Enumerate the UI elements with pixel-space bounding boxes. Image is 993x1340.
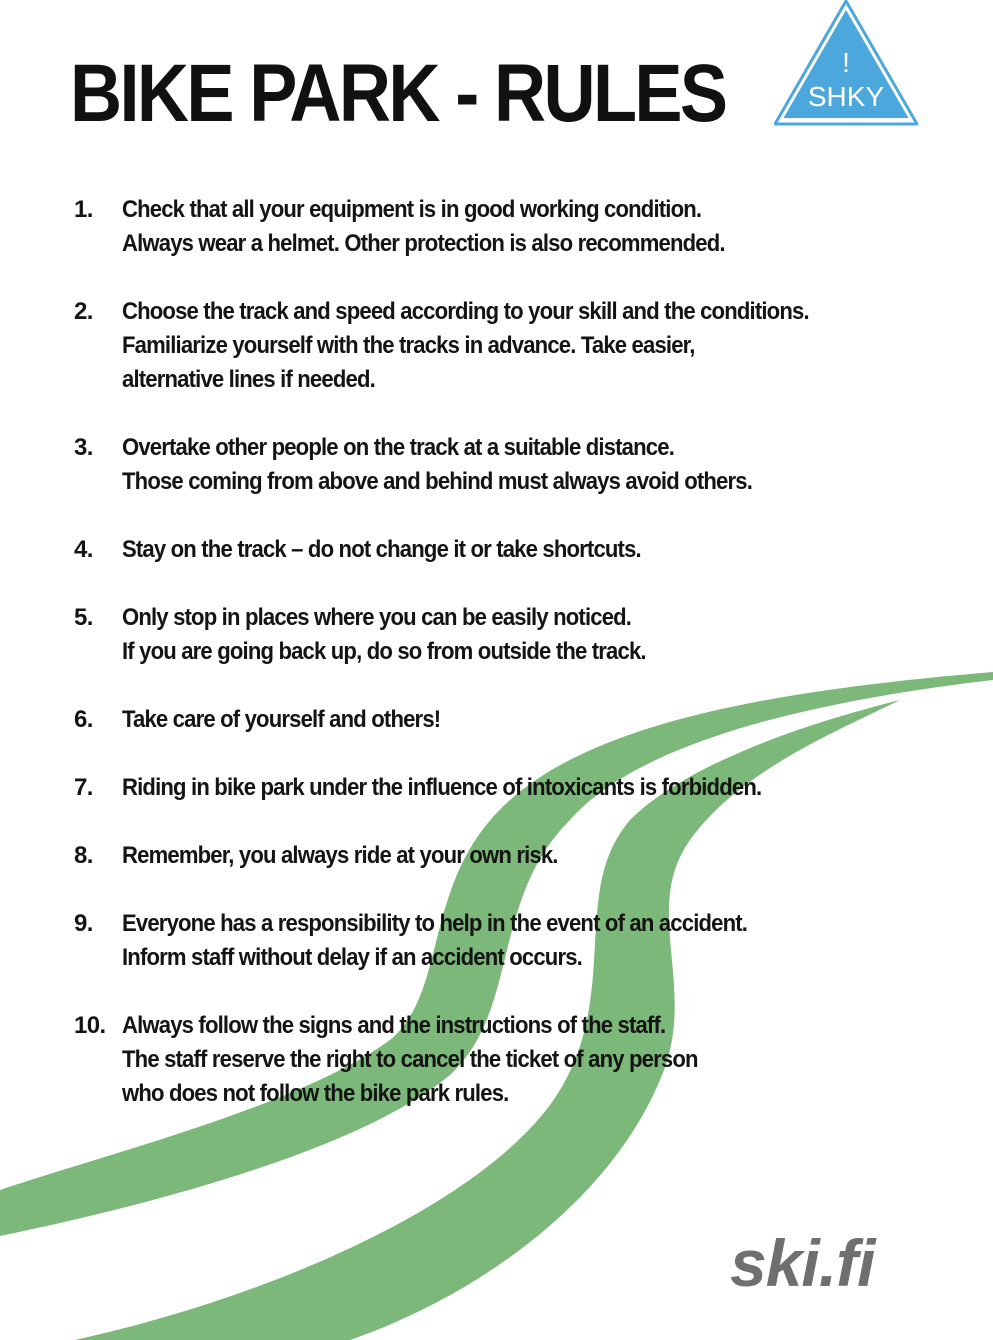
rule-line: Overtake other people on the track at a suitable distance. [122, 434, 675, 461]
rule-item [74, 771, 964, 805]
rule-line: Those coming from above and behind must always avoid others. [122, 468, 753, 495]
rule-line: If you are going back up, do so from outside the track. [122, 638, 646, 665]
rule-line: Choose the track and speed according to your skill and the conditions. [122, 298, 809, 325]
rule-text [122, 771, 817, 805]
rule-text [122, 431, 807, 499]
rule-item [74, 839, 964, 873]
rule-text [122, 1009, 748, 1111]
rule-text [122, 703, 468, 737]
rule-number: 2. [74, 298, 93, 325]
rule-line: Check that all your equipment is in good working condition. [122, 196, 702, 223]
rule-text [122, 601, 691, 669]
rule-item [74, 193, 964, 261]
rule-number: 5. [74, 604, 93, 631]
rule-line: Stay on the track – do not change it or take shortcuts. [122, 536, 641, 563]
rule-number: 7. [74, 774, 93, 801]
rule-item [74, 533, 964, 567]
ski-fi-logo: ski.fi [730, 1226, 875, 1300]
rule-text [122, 295, 868, 397]
shky-warning-badge [774, 0, 918, 128]
badge-text: SHKY [807, 81, 885, 112]
rule-text [122, 533, 686, 567]
rule-line: Only stop in places where you can be easily noticed. [122, 604, 632, 631]
rule-line: Inform staff without delay if an accident occurs. [122, 944, 582, 971]
rule-number: 10. [74, 1012, 106, 1039]
rule-item [74, 907, 964, 975]
rule-item [74, 431, 964, 499]
rule-line: Always wear a helmet. Other protection is also recommended. [122, 230, 725, 257]
rule-line: Familiarize yourself with the tracks in advance. Take easier, [122, 332, 695, 359]
rule-text [122, 839, 596, 873]
rule-line: Take care of yourself and others! [122, 706, 441, 733]
rule-item [74, 601, 964, 669]
rules-list [74, 193, 964, 1145]
rule-line: Remember, you always ride at your own risk. [122, 842, 558, 869]
rule-number: 8. [74, 842, 93, 869]
rule-item [74, 295, 964, 397]
rule-number: 9. [74, 910, 93, 937]
rule-number: 6. [74, 706, 93, 733]
rule-number: 4. [74, 536, 93, 563]
rule-item [74, 703, 964, 737]
page-title: BIKE PARK - RULES [70, 48, 726, 139]
rule-line: alternative lines if needed. [122, 366, 375, 393]
rule-line: who does not follow the bike park rules. [122, 1080, 509, 1107]
badge-exclamation: ! [842, 47, 850, 78]
rule-line: The staff reserve the right to cancel the ticket of any person [122, 1046, 698, 1073]
rule-number: 3. [74, 434, 93, 461]
rule-number: 1. [74, 196, 93, 223]
rule-line: Everyone has a responsibility to help in the event of an accident. [122, 910, 748, 937]
rule-item [74, 1009, 964, 1111]
rule-line: Riding in bike park under the influence of intoxicants is forbidden. [122, 774, 762, 801]
rule-text [122, 193, 777, 261]
rule-text [122, 907, 801, 975]
rule-line: Always follow the signs and the instructions of the staff. [122, 1012, 666, 1039]
